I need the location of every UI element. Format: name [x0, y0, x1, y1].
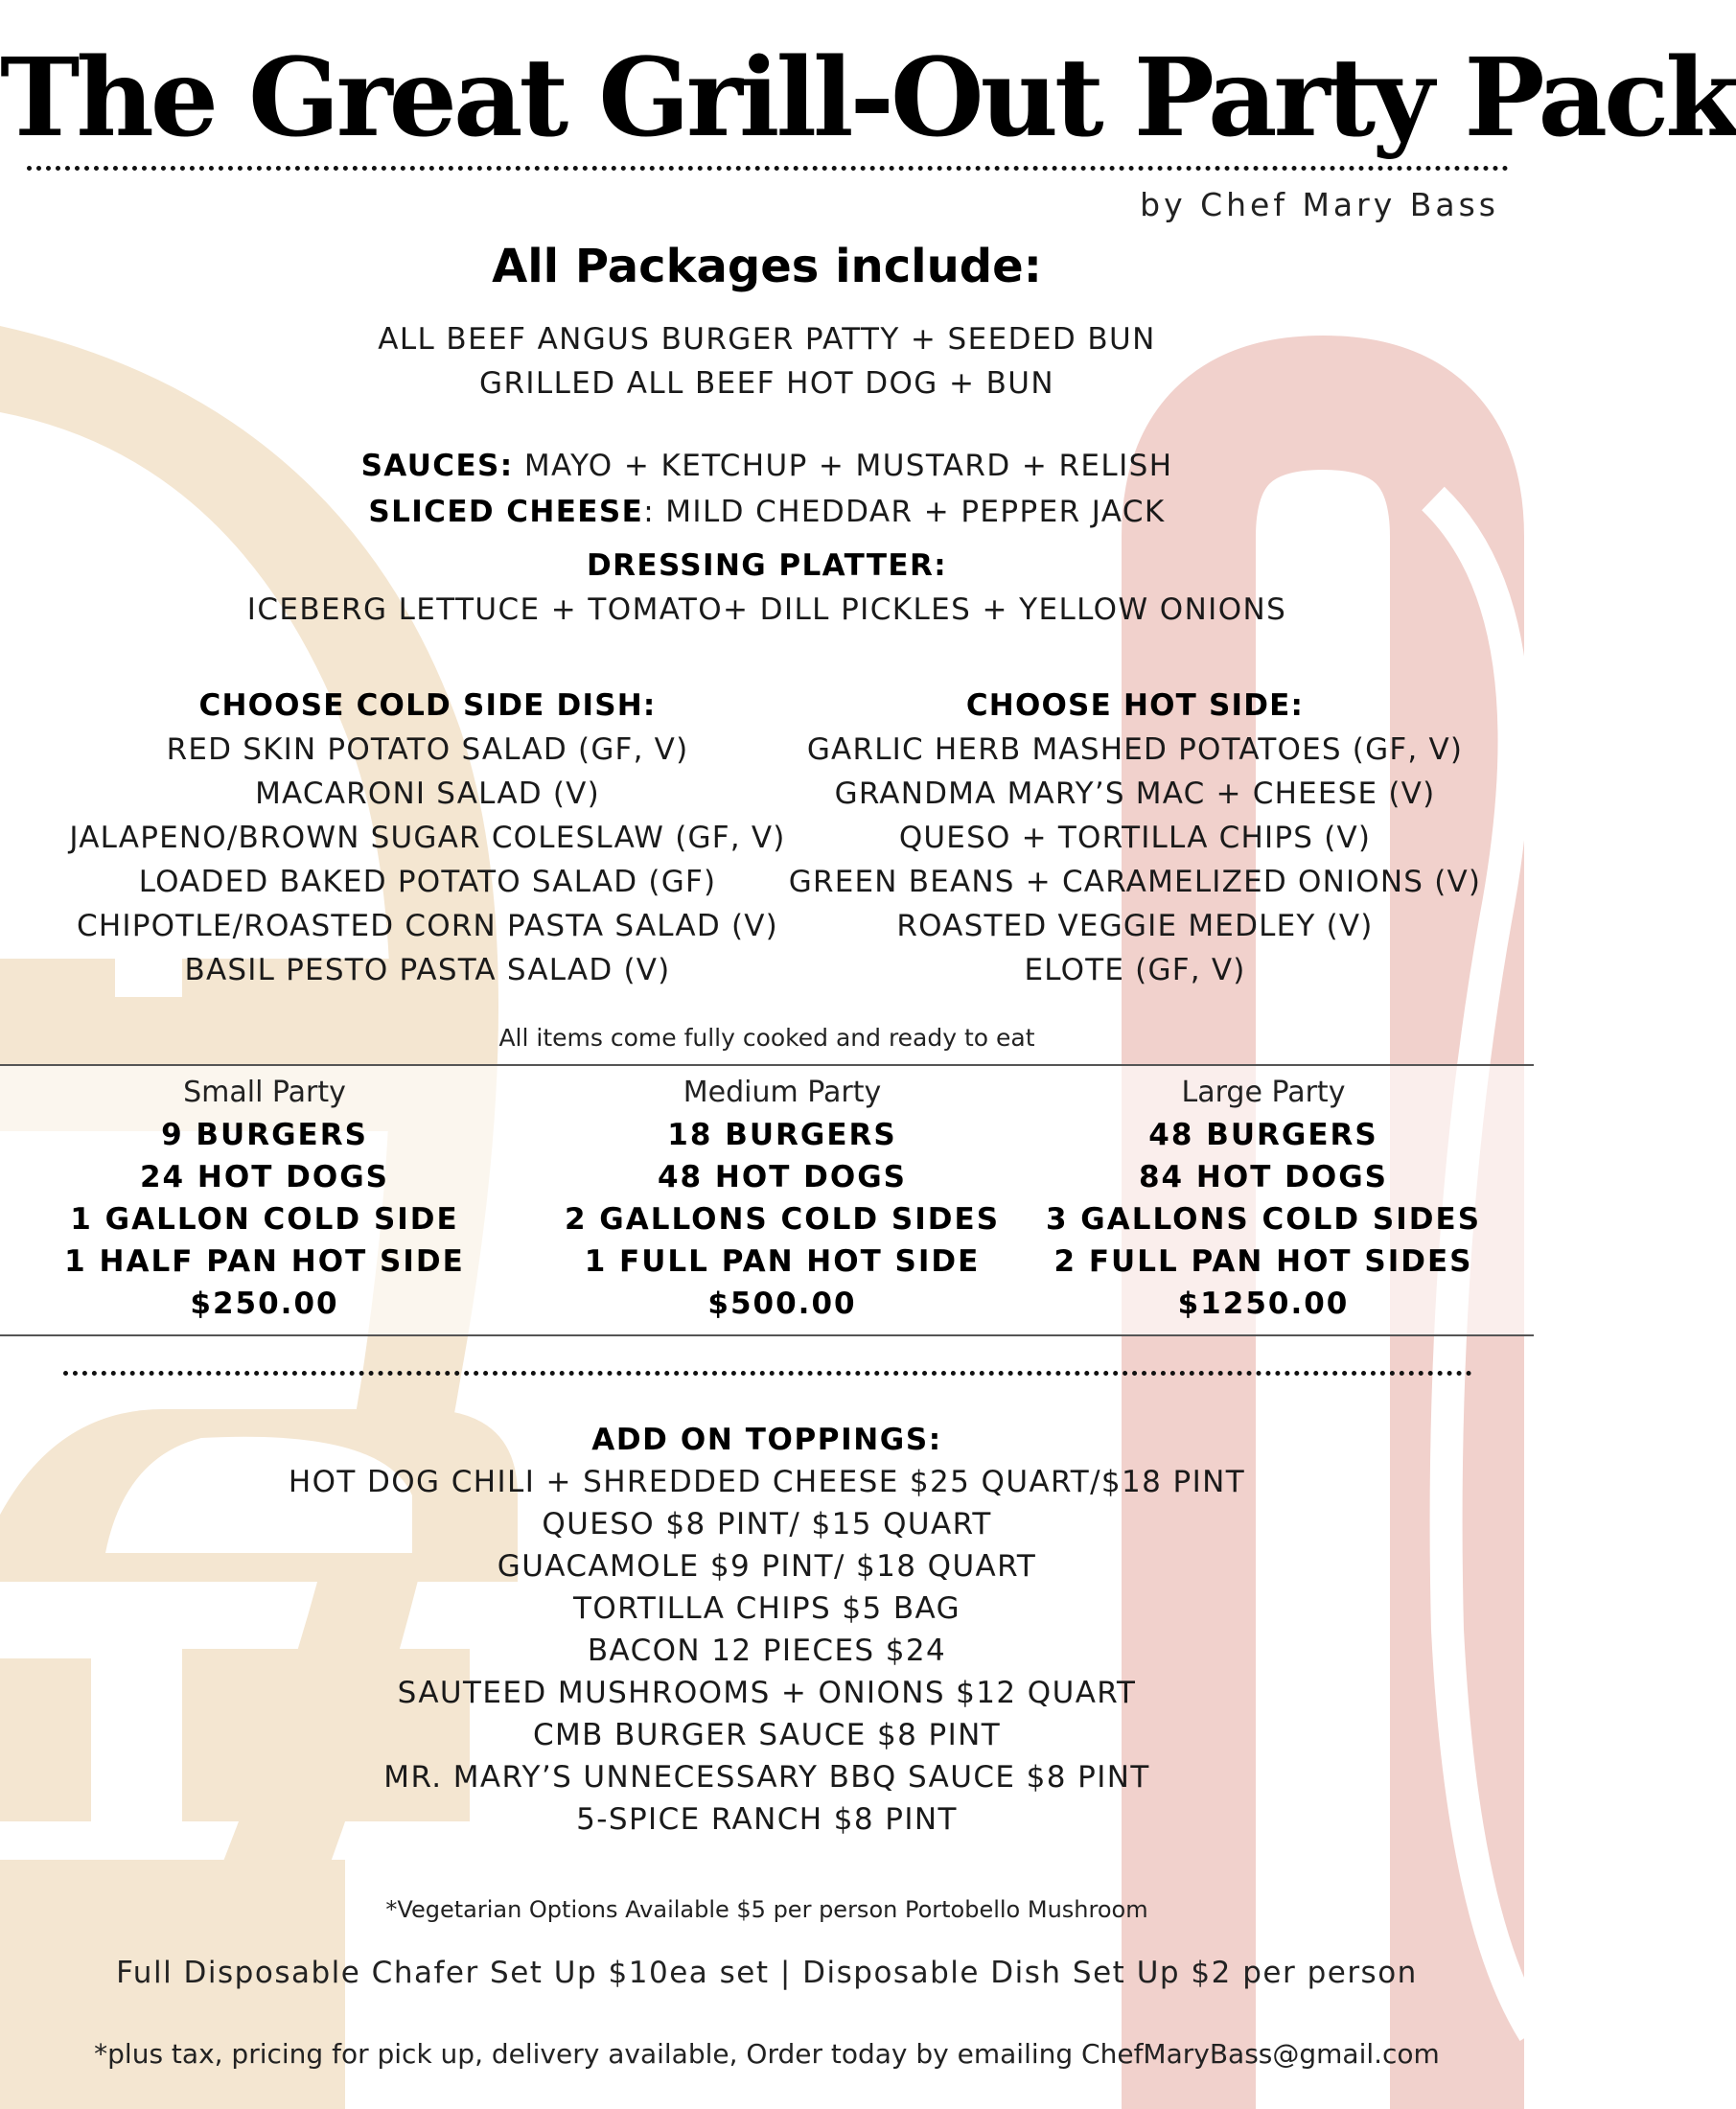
list-item: GUACAMOLE $9 PINT/ $18 QUART [497, 1549, 1037, 1584]
cooked-note: All items come fully cooked and ready to eat [498, 1024, 1035, 1052]
package-line: 9 BURGERS [161, 1118, 368, 1152]
vegetarian-note: *Vegetarian Options Available $5 per person Portobello Mushroom [385, 1896, 1148, 1923]
list-item: QUESO $8 PINT/ $15 QUART [542, 1507, 992, 1541]
list-item: ELOTE (GF, V) [1024, 953, 1246, 987]
package-large [1014, 1072, 1513, 1325]
list-item: MACARONI SALAD (V) [255, 776, 600, 811]
package-price: $1250.00 [1177, 1286, 1350, 1321]
package-small [15, 1072, 514, 1325]
package-line: 1 FULL PAN HOT SIDE [584, 1244, 981, 1279]
includes-item: ALL BEEF ANGUS BURGER PATTY + SEEDED BUN [378, 322, 1156, 357]
list-item: 5-SPICE RANCH $8 PINT [576, 1802, 958, 1837]
package-line: 1 HALF PAN HOT SIDE [64, 1244, 465, 1279]
package-line: 84 HOT DOGS [1138, 1160, 1389, 1194]
hot-side-list [752, 684, 1518, 992]
package-name: Small Party [183, 1076, 346, 1109]
sauces-value: MAYO + KETCHUP + MUSTARD + RELISH [513, 449, 1173, 483]
list-item: BASIL PESTO PASTA SALAD (V) [184, 953, 671, 987]
package-price: $250.00 [190, 1286, 339, 1321]
package-price: $500.00 [707, 1286, 857, 1321]
addon-list [0, 1419, 1534, 1841]
list-item: HOT DOG CHILI + SHREDDED CHEESE $25 QUART/$18 PINT [288, 1465, 1246, 1499]
list-item: RED SKIN POTATO SALAD (GF, V) [166, 732, 689, 767]
list-item: LOADED BAKED POTATO SALAD (GF) [138, 865, 717, 899]
addon-heading: ADD ON TOPPINGS: [591, 1423, 942, 1457]
cheese-value: : MILD CHEDDAR + PEPPER JACK [643, 495, 1166, 529]
dressing-value: ICEBERG LETTUCE + TOMATO+ DILL PICKLES + YELLOW ONIONS [246, 592, 1287, 627]
list-item: TORTILLA CHIPS $5 BAG [573, 1591, 961, 1626]
list-item: SAUTEED MUSHROOMS + ONIONS $12 QUART [397, 1676, 1137, 1710]
section-divider [63, 1371, 1472, 1376]
setup-pricing: Full Disposable Chafer Set Up $10ea set | Disposable Dish Set Up $2 per person [116, 1956, 1418, 1990]
package-medium [533, 1072, 1031, 1325]
package-line: 48 BURGERS [1148, 1118, 1378, 1152]
package-line: 2 FULL PAN HOT SIDES [1053, 1244, 1473, 1279]
byline: by Chef Mary Bass [1140, 186, 1499, 223]
package-name: Large Party [1181, 1076, 1346, 1109]
includes-item: GRILLED ALL BEEF HOT DOG + BUN [479, 366, 1054, 401]
package-name: Medium Party [683, 1076, 882, 1109]
package-line: 18 BURGERS [667, 1118, 897, 1152]
dressing-line [0, 548, 1534, 583]
list-item: BACON 12 PIECES $24 [587, 1634, 947, 1668]
package-line: 48 HOT DOGS [657, 1160, 908, 1194]
package-line: 1 GALLON COLD SIDE [70, 1202, 459, 1237]
sauces-line [0, 449, 1534, 483]
list-item: GREEN BEANS + CARAMELIZED ONIONS (V) [788, 865, 1482, 899]
title-divider [27, 166, 1509, 171]
order-terms: *plus tax, pricing for pick up, delivery available, Order today by emailing ChefMaryBass@gmail.com [94, 2038, 1440, 2070]
page-title: The Great Grill-Out Party Pack [0, 35, 1736, 161]
cold-side-list [44, 684, 811, 992]
sauces-label: SAUCES: [360, 449, 514, 483]
package-line: 3 GALLONS COLD SIDES [1045, 1202, 1482, 1237]
package-line: 2 GALLONS COLD SIDES [564, 1202, 1001, 1237]
list-item: GARLIC HERB MASHED POTATOES (GF, V) [806, 732, 1464, 767]
package-line: 24 HOT DOGS [139, 1160, 390, 1194]
hot-side-heading: CHOOSE HOT SIDE: [965, 688, 1305, 723]
list-item: ROASTED VEGGIE MEDLEY (V) [896, 909, 1374, 943]
list-item: MR. MARY’S UNNECESSARY BBQ SAUCE $8 PINT [383, 1760, 1150, 1795]
list-item: QUESO + TORTILLA CHIPS (V) [898, 821, 1372, 855]
list-item: CMB BURGER SAUCE $8 PINT [532, 1718, 1002, 1752]
list-item: CHIPOTLE/ROASTED CORN PASTA SALAD (V) [77, 909, 778, 943]
cold-side-heading: CHOOSE COLD SIDE DISH: [198, 688, 657, 723]
list-item: JALAPENO/BROWN SUGAR COLESLAW (GF, V) [69, 821, 786, 855]
cheese-line [0, 495, 1534, 529]
dressing-label: DRESSING PLATTER: [586, 548, 948, 583]
cheese-label: SLICED CHEESE [368, 495, 644, 529]
includes-heading: All Packages include: [492, 240, 1042, 293]
list-item: GRANDMA MARY’S MAC + CHEESE (V) [834, 776, 1436, 811]
